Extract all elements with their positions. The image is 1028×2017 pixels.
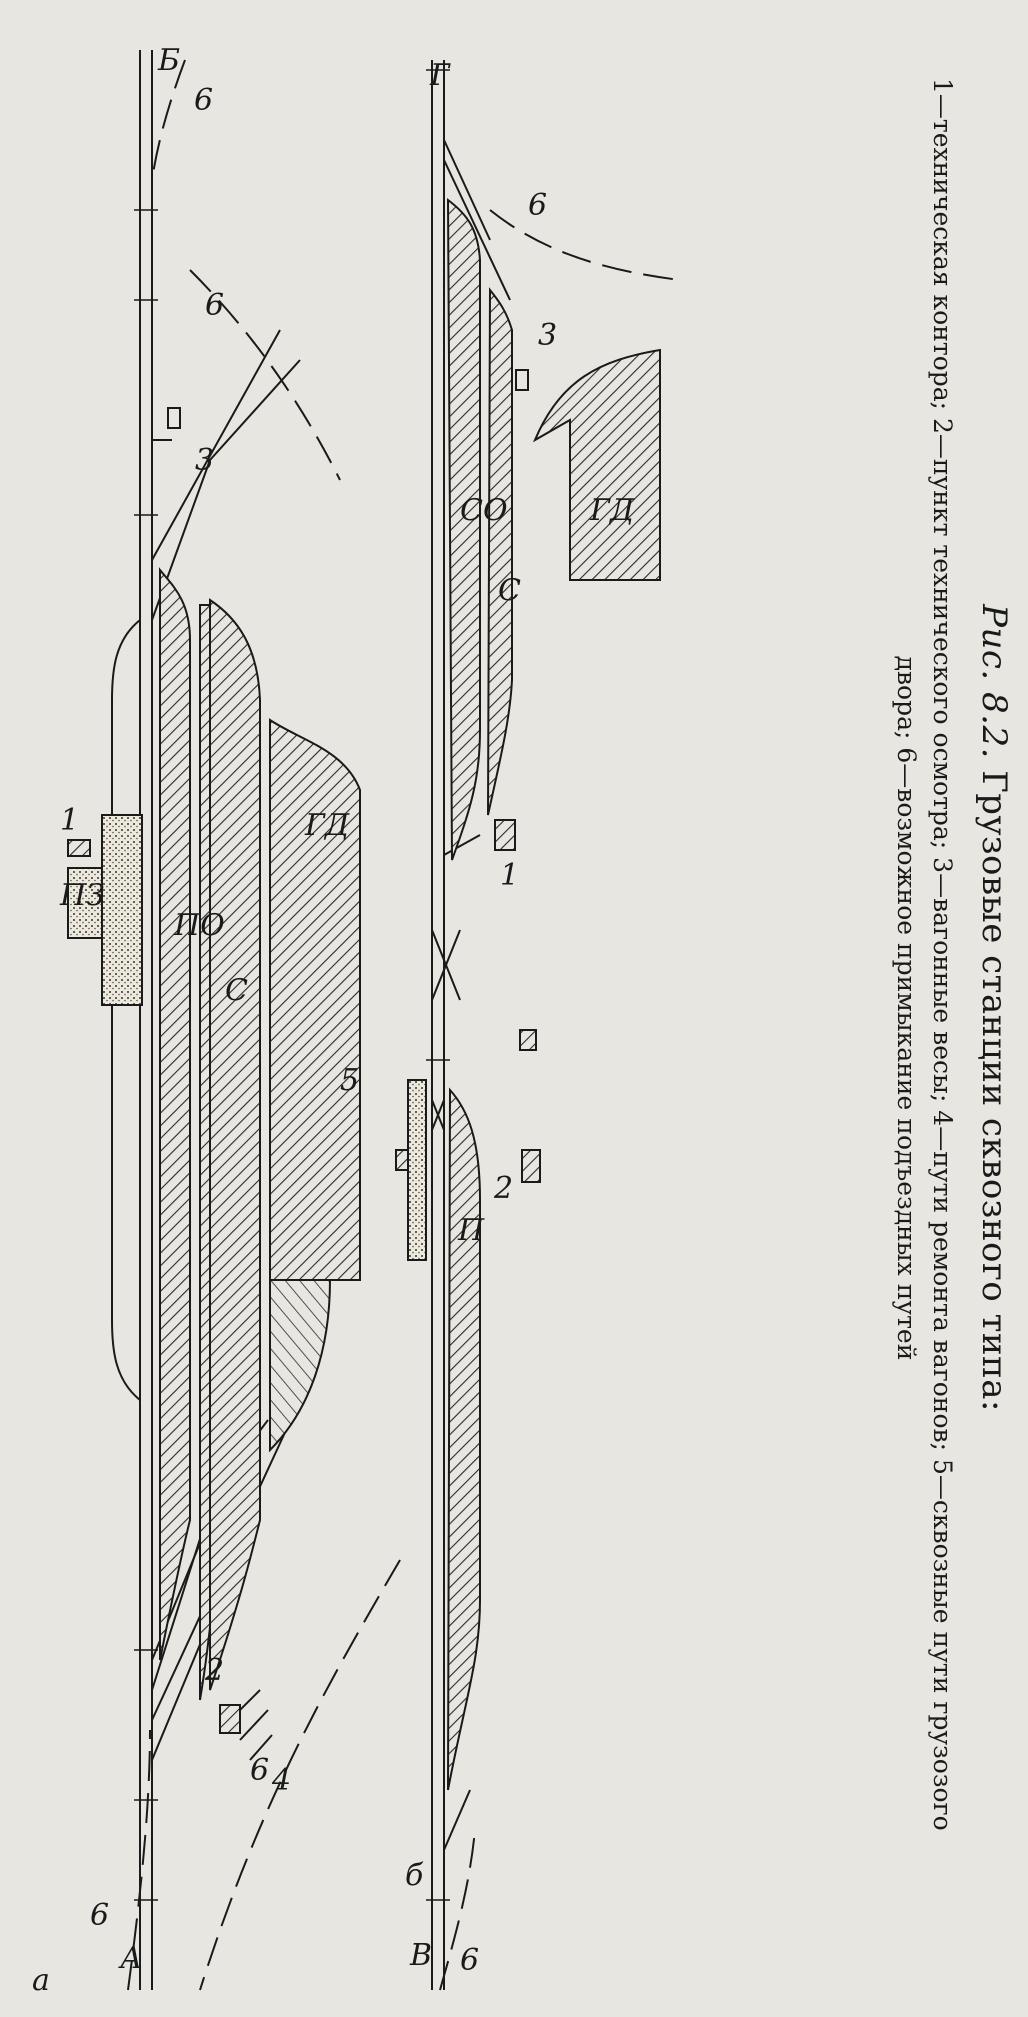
zone-gd: [270, 720, 360, 1280]
panel-label: а: [32, 1963, 50, 1998]
callout-4: 4: [272, 1763, 292, 1798]
building-2: [220, 1705, 240, 1733]
callout-1: 1: [500, 858, 520, 893]
zone-s-b: [488, 290, 512, 815]
connector-track: [444, 1790, 470, 1850]
callout-2: 2: [205, 1653, 225, 1688]
crossover: [432, 1100, 444, 1130]
ladder-track: [152, 360, 300, 620]
building-1: [495, 820, 515, 850]
callout-6: 6: [205, 288, 225, 323]
callout-2: 2: [494, 1171, 514, 1206]
access-line-6: [490, 210, 680, 280]
callout-6: 6: [90, 1898, 110, 1933]
panel-b-labels: [405, 58, 635, 1978]
station-start: В: [410, 1938, 433, 1973]
zone-gd-b: [535, 350, 660, 580]
access-line-6: [152, 60, 185, 180]
callout-6: 6: [528, 188, 548, 223]
station-end: Г: [430, 58, 450, 93]
callout-3: 3: [195, 443, 215, 478]
zone-p: [448, 1090, 480, 1790]
callout-3: 3: [538, 318, 558, 353]
station-start: А: [120, 1941, 143, 1976]
zone-po: [160, 570, 190, 1660]
callout-6: 6: [460, 1943, 480, 1978]
figure-caption: [754, 58, 1014, 1958]
zone-label-po: ПО: [174, 908, 225, 943]
ladder-track: [152, 330, 280, 560]
crossover: [432, 930, 460, 1000]
bypass-track-a: [112, 620, 140, 1400]
zone-label-gd: ГД: [305, 808, 350, 843]
zone-label-s: С: [225, 973, 248, 1008]
callout-1: 1: [60, 803, 80, 838]
callout-5: 5: [340, 1063, 360, 1098]
building-2: [522, 1150, 540, 1182]
caption-legend-main: 1—техническая контора; 2—пункт технического осмотра; 3—вагонные весы; 4—пути ремонта вагонов; 5—сквозные пути грузозого: [928, 78, 957, 1831]
zone-s: [210, 600, 260, 1690]
zone-label-pz: ПЗ: [60, 878, 105, 913]
zone-label-so: СО: [460, 493, 508, 528]
caption-legend: [888, 78, 960, 1938]
zone-5: [270, 1280, 330, 1450]
caption-title-line: [974, 58, 1014, 1958]
callout-6: 6: [250, 1753, 270, 1788]
station-end: Б: [158, 43, 181, 78]
caption-title: Грузовые станции сквозного типа:: [974, 770, 1014, 1412]
panel-label: б: [405, 1858, 424, 1893]
caption-prefix: Рис.: [974, 604, 1014, 681]
platform-b: [408, 1080, 426, 1260]
zone-label-p: П: [458, 1213, 485, 1248]
building-1: [68, 840, 90, 856]
track-ticks: [134, 210, 158, 1900]
zone-label-gd: ГД: [590, 493, 635, 528]
zone-so: [448, 200, 480, 860]
crossover: [444, 835, 480, 855]
caption-number: 8.2.: [974, 692, 1014, 759]
building-2-small: [520, 1030, 536, 1050]
callout-6: 6: [194, 83, 214, 118]
platform-b-wing: [396, 1150, 408, 1170]
building-pz: [102, 815, 142, 1005]
scale-3: [516, 370, 528, 390]
scale-3: [168, 408, 180, 428]
zone-label-s: С: [498, 573, 521, 608]
caption-legend-last: двора; 6—возможное примыкание подъездных путей: [892, 655, 921, 1361]
